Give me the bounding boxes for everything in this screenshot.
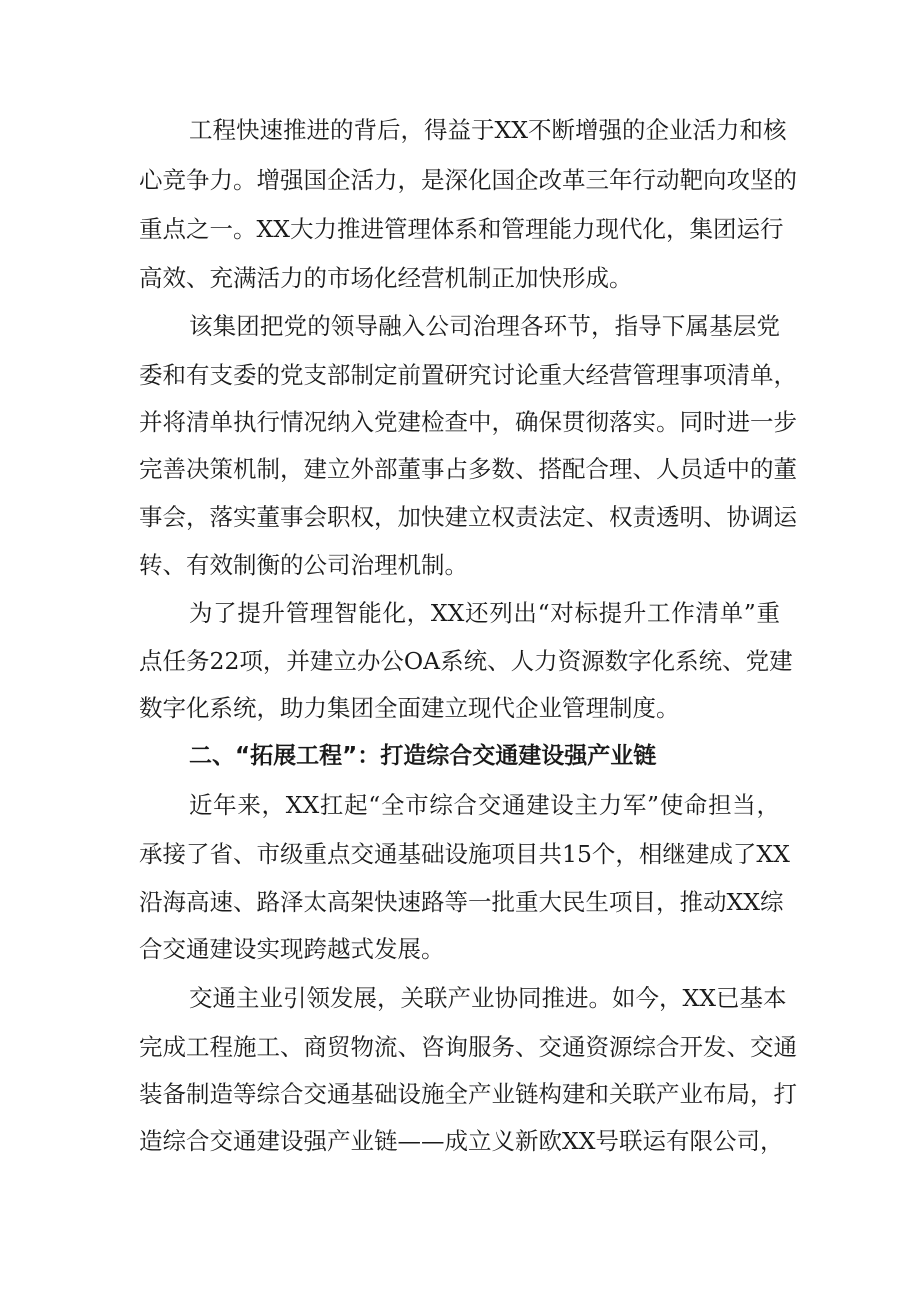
paragraph-1-line-2: 心竞争力。增强国企活力，是深化国企改革三年行动靶向攻坚的 — [139, 166, 797, 194]
section-heading: 二、“拓展工程”：打造综合交通建设强产业链 — [189, 743, 657, 769]
paragraph-3-line-3: 数字化系统，助力集团全面建立现代企业管理制度。 — [139, 694, 680, 722]
paragraph-2-line-3: 并将清单执行情况纳入党建检查中，确保贯彻落实。同时进一步 — [139, 408, 797, 436]
paragraph-4-line-2: 承接了省、市级重点交通基础设施项目共15个，相继建成了XX — [139, 840, 790, 868]
paragraph-4-line-3: 沿海高速、路泽太高架快速路等一批重大民生项目，推动XX综 — [139, 888, 784, 916]
paragraph-2-line-4: 完善决策机制，建立外部董事占多数、搭配合理、人员适中的董 — [139, 455, 797, 483]
paragraph-5-line-1: 交通主业引领发展，关联产业协同推进。如今，XX已基本 — [189, 984, 787, 1012]
paragraph-4-line-1: 近年来，XX扛起“全市综合交通建设主力军”使命担当， — [189, 791, 780, 819]
paragraph-5-line-4: 造综合交通建设强产业链——成立义新欧XX号联运有限公司， — [139, 1127, 784, 1155]
paragraph-5-line-3: 装备制造等综合交通基础设施全产业链构建和关联产业布局，打 — [139, 1080, 797, 1108]
paragraph-2-line-2: 委和有支委的党支部制定前置研究讨论重大经营管理事项清单， — [139, 361, 797, 389]
paragraph-4-line-4: 合交通建设实现跨越式发展。 — [139, 935, 445, 963]
paragraph-5-line-2: 完成工程施工、商贸物流、咨询服务、交通资源综合开发、交通 — [139, 1033, 797, 1061]
paragraph-3-line-1: 为了提升管理智能化，XX还列出“对标提升工作清单”重 — [189, 599, 780, 627]
paragraph-2-line-5: 事会，落实董事会职权，加快建立权责法定、权责透明、协调运 — [139, 503, 797, 531]
paragraph-3-line-2: 点任务22项，并建立办公OA系统、人力资源数字化系统、党建 — [139, 647, 793, 675]
paragraph-1-line-3: 重点之一。XX大力推进管理体系和管理能力现代化，集团运行 — [139, 215, 784, 243]
paragraph-1-line-4: 高效、充满活力的市场化经营机制正加快形成。 — [139, 264, 633, 292]
paragraph-2-line-6: 转、有效制衡的公司治理机制。 — [139, 551, 468, 579]
paragraph-1-line-1: 工程快速推进的背后，得益于XX不断增强的企业活力和核 — [189, 116, 787, 144]
paragraph-2-line-1: 该集团把党的领导融入公司治理各环节，指导下属基层党 — [189, 312, 780, 340]
